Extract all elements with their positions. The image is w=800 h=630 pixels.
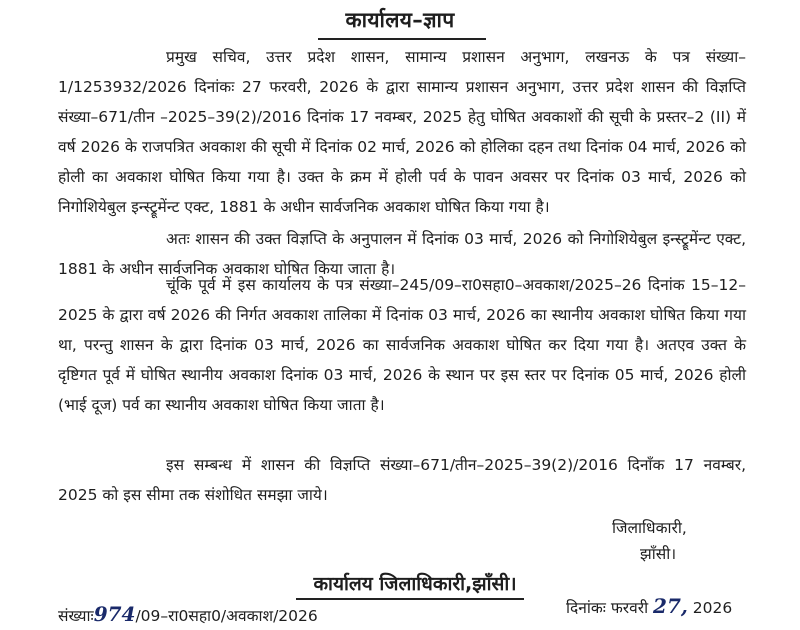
paragraph-3 <box>58 270 746 420</box>
signature-place: झाँसी। <box>640 545 677 563</box>
cut-off-text-line <box>290 624 520 630</box>
paragraph-4-text: इस सम्बन्ध में शासन की विज्ञप्ति संख्या–671/तीन–2025–39(2)/2016 दिनाँक 17 नवम्बर, 2025 को इस सीमा तक संशोधित समझा जाये। <box>58 456 746 504</box>
paragraph-1 <box>58 42 746 222</box>
reference-number <box>58 602 318 626</box>
title-underline <box>318 38 486 40</box>
ref-handwritten-number: 974 <box>93 602 136 626</box>
date-year: 2026 <box>692 599 733 617</box>
office-underline <box>296 598 524 600</box>
date-handwritten-day: 27, <box>653 594 688 618</box>
paragraph-3-text: चूंकि पूर्व में इस कार्यालय के पत्र संख्या–245/09–रा0सहा0–अवकाश/2025–26 दिनांक 15–12–2025 के द्वारा वर्ष 2026 की निर्गत अवकाश तालिका में दिनांक 03 मार्च, 2026 का स्थानीय अवकाश घोषित किया गया था, परन्तु शासन के द्वारा दिनांक 03 मार्च, 2026 का सार्वजनिक अवकाश घोषित कर दिया गया है। अतएव उक्त के दृष्टिगत पूर्व में घोषित स्थानीय अवकाश दिनांक 03 मार्च, 2026 के स्थान पर इस स्तर पर दिनांक 05 मार्च, 2026 होली (भाई दूज) पर्व का स्थानीय अवकाश घोषित किया जाता है। <box>58 276 746 414</box>
paragraph-2-text: अतः शासन की उक्त विज्ञप्ति के अनुपालन में दिनांक 03 मार्च, 2026 को निगोशियेबुल इन्स्ट्रूमेंन्ट एक्ट, 1881 के अधीन सार्वजनिक अवकाश घोषित किया जाता है। <box>58 230 746 278</box>
paragraph-4 <box>58 450 746 510</box>
paragraph-1-text: प्रमुख सचिव, उत्तर प्रदेश शासन, सामान्य प्रशासन अनुभाग, लखनऊ के पत्र संख्या–1/1253932/2026 दिनांकः 27 फरवरी, 2026 के द्वारा सामान्य प्रशासन अनुभाग, उत्तर प्रदेश शासन की विज्ञप्ति संख्या–671/तीन –2025–39(2)/2016 दिनांक 17 नवम्बर, 2025 हेतु घोषित अवकाशों की सूची के प्रस्तर–2 (II) में वर्ष 2026 के राजपत्रित अवकाश की सूची में दिनांक 02 मार्च, 2026 को होलिका दहन तथा दिनांक 04 मार्च, 2026 को होली का अवकाश घोषित किया गया है। उक्त के क्रम में होली पर्व के पावन अवसर पर दिनांक 03 मार्च, 2026 को निगोशियेबुल इन्स्ट्रूमेंन्ट एक्ट, 1881 के अधीन सार्वजनिक अवकाश घोषित किया गया है। <box>58 48 746 216</box>
ref-prefix: संख्याः <box>58 607 94 625</box>
signature-designation: जिलाधिकारी, <box>612 519 687 537</box>
issue-date <box>566 594 732 618</box>
office-title: कार्यालय जिलाधिकारी,झाँसी। <box>313 573 517 595</box>
ref-suffix: /09–रा0सहा0/अवकाश/2026 <box>135 607 318 625</box>
page-title: कार्यालय–ज्ञाप <box>345 8 455 32</box>
date-prefix: दिनांकः फरवरी <box>566 599 649 617</box>
